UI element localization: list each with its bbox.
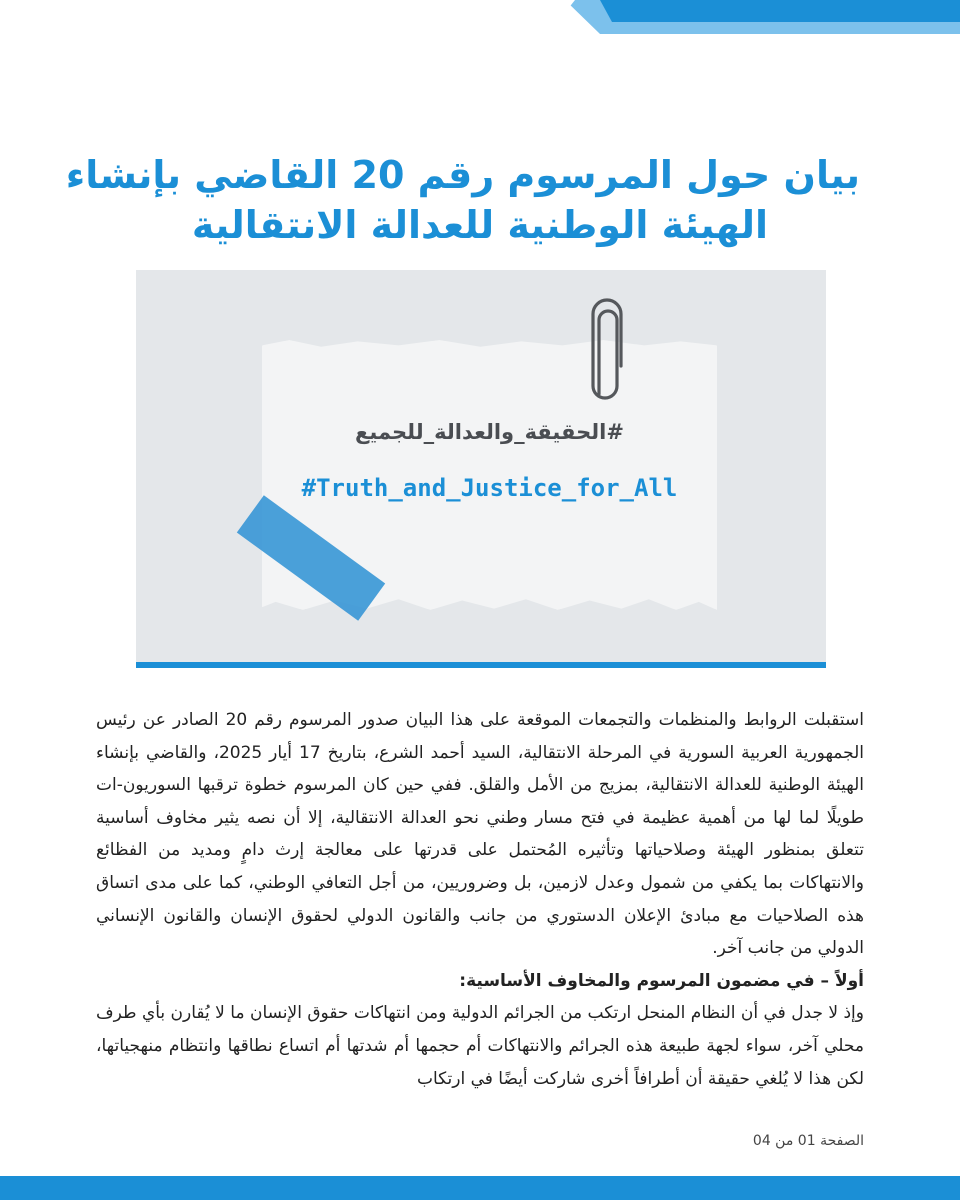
- top-decorative-bar: [0, 0, 960, 34]
- title-line-1: بيان حول المرسوم رقم 20 القاضي بإنشاء: [65, 153, 860, 197]
- page-number: الصفحة 01 من 04: [752, 1133, 864, 1149]
- image-bottom-border: [136, 662, 826, 668]
- page-title: [65, 150, 860, 250]
- bottom-decorative-bar: [0, 1176, 960, 1200]
- section-heading-1: أولاً – في مضمون المرسوم والمخاوف الأساسية:: [459, 970, 864, 991]
- paperclip-icon: [584, 296, 630, 406]
- statement-body: [96, 704, 864, 1095]
- hashtag-arabic: #الحقيقة_والعدالة_للجميع: [355, 420, 624, 444]
- title-line-2: الهيئة الوطنية للعدالة الانتقالية: [191, 203, 769, 247]
- paragraph-section-1: وإذ لا جدل في أن النظام المنحل ارتكب من الجرائم الدولية ومن انتهاكات حقوق الإنسان ما لا يُقارن بأي طرف محلي آخر، سواء لجهة طبيعة هذه الجرائم والانتهاكات أم حجمها أم شدتها أم اتساع نطاقها وانتظام منهجياتها، لكن هذا لا يُلغي حقيقة أن أطرافاً أخرى شاركت أيضًا في ارتكاب: [96, 1003, 864, 1089]
- hashtag-english: #Truth_and_Justice_for_All: [301, 474, 678, 502]
- campaign-image: [136, 270, 826, 666]
- paragraph-intro: استقبلت الروابط والمنظمات والتجمعات الموقعة على هذا البيان صدور المرسوم رقم 20 الصادر عن رئيس الجمهورية العربية السورية في المرحلة الانتقالية، السيد أحمد الشرع، بتاريخ 17 أيار 2025، والقاضي بإنشاء الهيئة الوطنية للعدالة الانتقالية، بمزيج من الأمل والقلق. ففي حين كان المرسوم خطوة ترقبها السوريون-ات طويلًا لما لها من أهمية عظيمة في فتح مسار وطني نحو العدالة الانتقالية، إلا أن نصه يثير مخاوف أساسية تتعلق بمنظور الهيئة وصلاحياتها وتأثيره المُحتمل على قدرتها على معالجة إرث دامٍ ومديد من الفظائع والانتهاكات بما يكفي من شمول وعدل لازمين، بل وضروريين، من أجل التعافي الوطني، كما على مدى اتساق هذه الصلاحيات مع مبادئ الإعلان الدستوري من جانب والقانون الدولي لحقوق الإنسان والقانون الإنساني الدولي من جانب آخر.: [96, 710, 864, 959]
